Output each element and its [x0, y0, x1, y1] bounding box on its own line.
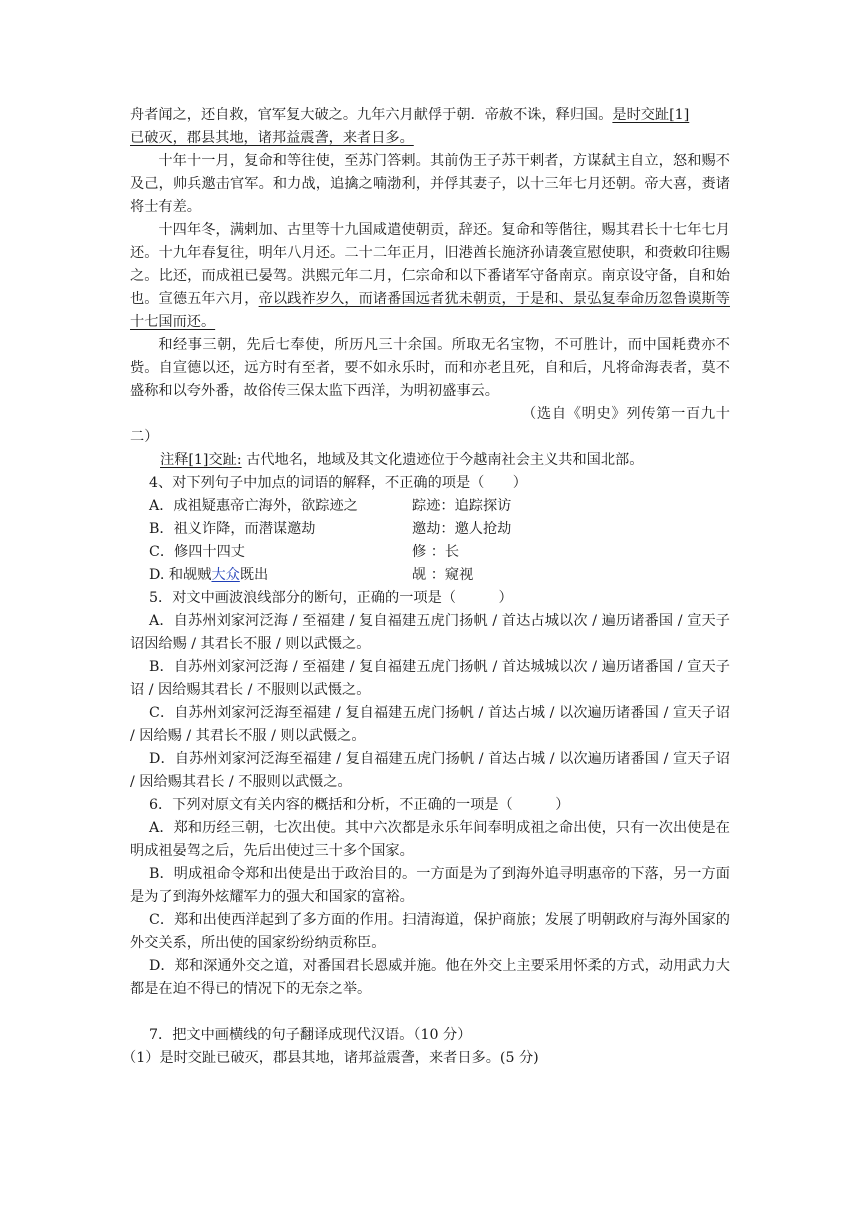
document-page — [122, 104, 730, 1070]
underlined-sentence-cont: 已破灭，郡县其地，诸邦益震詟，来者日多。 — [130, 130, 414, 146]
question-4-stem: 4、对下列句子中加点的词语的解释，不正确的项是（ ） — [149, 475, 527, 491]
q6-option-d: D．郑和深通外交之道，对番国君长恩威并施。他在外交上主要采用怀柔的方式，动用武力大都是在迫不得已的情况下的无奈之举。 — [130, 958, 730, 997]
passage-paragraph-0: 舟者闻之，还自救，官军复大破之。九年六月献俘于朝．帝赦不诛，释归国。是时交趾[1] 已破灭，郡县其地，诸邦益震詟，来者日多。 — [130, 107, 690, 146]
passage-paragraph-1: 十年十一月，复命和等往使，至苏门答剌。其前伪王子苏干剌者，方谋弑主自立，怒和赐不及己，帅兵邀击官军。和力战，追擒之喃渤利，并俘其妻子，以十三年七月还朝。帝大喜，赉诸将士有差。 — [130, 153, 730, 215]
question-7-stem: 7．把文中画横线的句子翻译成现代汉语。（10 分） — [149, 1027, 472, 1043]
passage-paragraph-2: 十四年冬，满剌加、古里等十九国咸遣使朝贡，辞还。复命和等偕往，赐其君长十七年七月还。十九年春复往，明年八月还。二十二年正月，旧港酋长施济孙请袭宣慰使职，和赍敕印往赐之。比还，而成祖已晏驾。洪熙元年二月，仁宗命和以下番诸军守备南京。南京设守备，自和始也。宣德五年六月，帝以践祚岁久，而诸番国远者犹未朝贡，于是和、景弘复奉命历忽鲁谟斯等十七国而还。 — [130, 222, 730, 330]
q5-option-a: A．自苏州刘家河泛海 / 至福建 / 复自福建五虎门扬帆 / 首达占城以次 / 遍历诸番国 / 宣天子诏因给赐 / 其君长不服 / 则以武慑之。 — [130, 613, 730, 652]
spacer — [130, 1001, 730, 1024]
underlined-sentence: 是时交趾[1] — [612, 107, 690, 123]
footnote: 注释[1]交趾: 古代地名，地域及其文化遗迹位于今越南社会主义共和国北部。 — [160, 452, 644, 468]
q4-option-d: D. 和觇贼大众既出 觇 ：窥视 — [149, 567, 474, 583]
q4-option-c: C．修四十四丈 修 ：长 — [149, 544, 460, 560]
passage-source: （选自《明史》列传第一百九十二） — [130, 406, 730, 445]
footnote-label: 注释[1]交趾: — [160, 452, 242, 468]
question-7-sub-1: （1）是时交趾已破灭，郡县其地，诸邦益震詟，来者日多。(5 分) — [122, 1050, 539, 1066]
q5-option-b: B．自苏州刘家河泛海 / 至福建 / 复自福建五虎门扬帆 / 首达城城以次 / 遍历诸番国 / 宣天子诏 / 因给赐其君长 / 不服则以武慑之。 — [130, 659, 730, 698]
passage-paragraph-3: 和经事三朝，先后七奉使，所历凡三十余国。所取无名宝物，不可胜计，而中国耗费亦不赀。自宣德以还，远方时有至者，要不如永乐时，而和亦老且死，自和后，凡将命海表者，莫不盛称和以夸外番，故俗传三保太监下西洋，为明初盛事云。 — [130, 337, 730, 399]
q6-option-a: A．郑和历经三朝，七次出使。其中六次都是永乐年间奉明成祖之命出使，只有一次出使是在明成祖晏驾之后，先后出使过三十多个国家。 — [130, 820, 730, 859]
q5-option-c: C．自苏州刘家河泛海至福建 / 复自福建五虎门扬帆 / 首达占城 / 以次遍历诸番国 / 宣天子诏 / 因给赐 / 其君长不服 / 则以武慑之。 — [130, 705, 730, 744]
q5-option-d: D．自苏州刘家河泛海至福建 / 复自福建五虎门扬帆 / 首达占城 / 以次遍历诸番国 / 宣天子诏 / 因给赐其君长 / 不服则以武慑之。 — [130, 751, 730, 790]
q6-option-b: B．明成祖命令郑和出使是出于政治目的。一方面是为了到海外追寻明惠帝的下落，另一方面是为了到海外炫耀军力的强大和国家的富裕。 — [130, 866, 730, 905]
underlined-sentence-2: 帝以践祚岁久，而诸番国远者犹未朝贡，于是和、景弘复奉命历忽鲁谟斯等十七国而还。 — [130, 291, 730, 330]
question-5-stem: 5．对文中画波浪线部分的断句，正确的一项是（ ） — [149, 590, 513, 606]
hyperlink-text[interactable]: 大众 — [211, 567, 240, 583]
q4-option-b: B．祖义诈降，而潜谋邀劫 邀劫：邀人抢劫 — [149, 521, 512, 537]
q4-option-a: A．成祖疑惠帝亡海外，欲踪迹之 踪迹：追踪探访 — [149, 498, 512, 514]
question-6-stem: 6．下列对原文有关内容的概括和分析，不正确的一项是（ ） — [149, 797, 570, 813]
q6-option-c: C．郑和出使西洋起到了多方面的作用。扫清海道，保护商旅；发展了明朝政府与海外国家的外交关系，所出使的国家纷纷纳贡称臣。 — [130, 912, 730, 951]
